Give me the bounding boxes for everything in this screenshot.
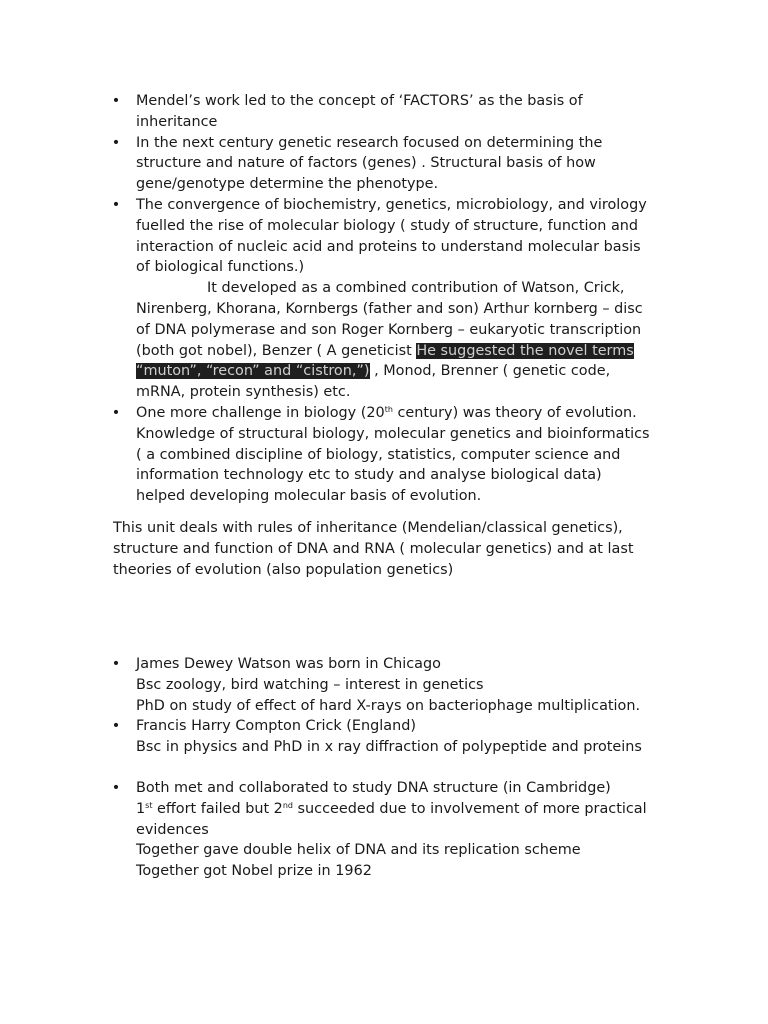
bullet-icon: •	[111, 93, 121, 109]
text-line: of biological functions.)	[136, 259, 305, 276]
text-line: It developed as a combined contribution of Watson, Crick,	[207, 280, 625, 297]
text-line: of DNA polymerase and son Roger Kornberg – eukaryotic transcription	[136, 321, 642, 338]
superscript: th	[384, 404, 393, 414]
highlighted-text: “muton”, “recon” and “cistron,”)	[136, 363, 370, 380]
text-line	[136, 361, 693, 382]
text-line: The convergence of biochemistry, genetics, microbiology, and virology	[136, 196, 647, 213]
bullet-icon: •	[111, 656, 121, 672]
text-line: structure and function of DNA and RNA ( molecular genetics) and at last	[113, 540, 634, 557]
bullet-icon: •	[111, 404, 121, 421]
text-line: Bsc in physics and PhD in x ray diffraction of polypeptide and proteins	[136, 739, 642, 756]
list-item	[113, 403, 693, 507]
text-line: James Dewey Watson was born in Chicago	[136, 656, 441, 672]
text-line: Both met and collaborated to study DNA structure (in Cambridge)	[136, 780, 611, 796]
text-segment: 1	[136, 800, 146, 817]
list-item	[113, 91, 693, 133]
bullet-icon: •	[111, 196, 121, 213]
text-segment: century) was theory of evolution.	[392, 404, 637, 421]
text-line	[136, 799, 693, 820]
text-line: information technology etc to study and analyse biological data)	[136, 467, 602, 484]
text-line: Together gave double helix of DNA and its replication scheme	[136, 842, 581, 859]
list-item	[113, 195, 693, 403]
bullet-icon: •	[111, 134, 121, 151]
text-line: structure and nature of factors (genes) . Structural basis of how	[136, 155, 596, 172]
text-line: Mendel’s work led to the concept of ‘FACTORS’ as the basis of	[136, 93, 583, 109]
text-line	[136, 341, 693, 362]
text-line: Nirenberg, Khorana, Kornbergs (father and son) Arthur kornberg – disc	[136, 300, 643, 317]
text-segment: One more challenge in biology (20	[136, 404, 385, 421]
scientists-bullet-list	[113, 654, 693, 758]
text-line: fuelled the rise of molecular biology ( study of structure, function and	[136, 217, 639, 234]
superscript: nd	[282, 800, 293, 810]
text-line: Knowledge of structural biology, molecular genetics and bioinformatics	[136, 425, 650, 442]
text-line: In the next century genetic research focused on determining the	[136, 134, 603, 151]
text-line: interaction of nucleic acid and proteins to understand molecular basis	[136, 238, 641, 255]
text-line: Bsc zoology, bird watching – interest in genetics	[136, 676, 484, 693]
text-line: mRNA, protein synthesis) etc.	[136, 384, 351, 401]
highlighted-text: He suggested the novel terms	[416, 342, 634, 359]
text-line: Francis Harry Compton Crick (England)	[136, 718, 416, 735]
unit-paragraph	[113, 518, 713, 580]
text-line: ( a combined discipline of biology, statistics, computer science and	[136, 446, 621, 463]
text-line: This unit deals with rules of inheritance (Mendelian/classical genetics),	[113, 520, 623, 536]
list-item	[113, 133, 693, 195]
bullet-icon: •	[111, 718, 121, 735]
text-line: inheritance	[136, 113, 218, 130]
bullet-icon: •	[111, 780, 121, 796]
list-item	[113, 716, 693, 758]
text-line	[136, 403, 693, 424]
text-line: Together got Nobel prize in 1962	[136, 863, 372, 880]
superscript: st	[145, 800, 153, 810]
text-line: gene/genotype determine the phenotype.	[136, 176, 439, 193]
text-line: PhD on study of effect of hard X-rays on bacteriophage multiplication.	[136, 697, 641, 714]
intro-bullet-list	[113, 91, 693, 507]
text-line: helped developing molecular basis of evolution.	[136, 488, 482, 505]
text-line: theories of evolution (also population genetics)	[113, 561, 454, 578]
text-segment: succeeded due to involvement of more practical	[292, 800, 647, 817]
text-line: evidences	[136, 821, 209, 838]
text-segment: effort failed but 2	[152, 800, 283, 817]
list-item	[113, 778, 693, 882]
list-item	[113, 654, 693, 716]
collaboration-bullet-list	[113, 778, 693, 882]
benzer-text: (both got nobel), Benzer ( A geneticist	[136, 342, 417, 359]
monod-text: , Monod, Brenner ( genetic code,	[369, 363, 611, 380]
